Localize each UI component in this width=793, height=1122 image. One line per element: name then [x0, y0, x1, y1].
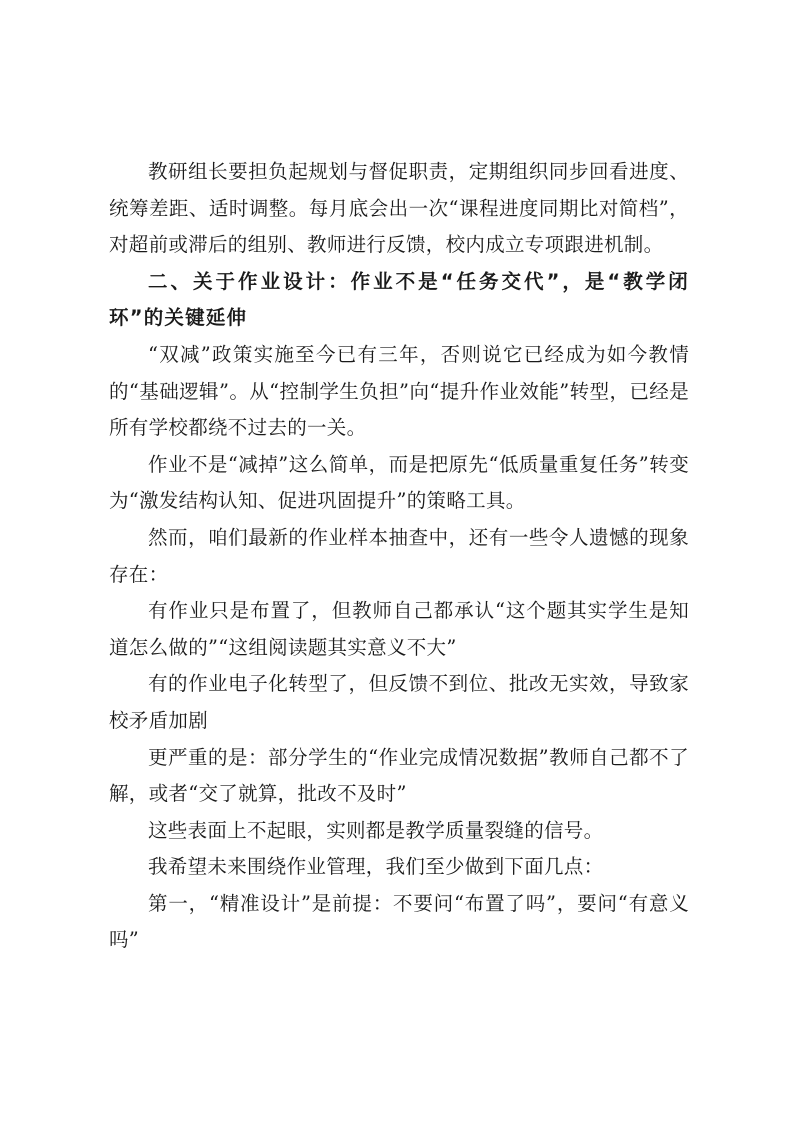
body-paragraph: “双减”政策实施至今已有三年，否则说它已经成为如今教情的“基础逻辑”。从“控制学生负担”向“提升作业效能”转型，已经是所有学校都绕不过去的一关。 — [109, 342, 689, 440]
body-paragraph: 这些表面上不起眼，实则都是教学质量裂缝的信号。 — [148, 818, 604, 842]
body-paragraph: 作业不是“减掉”这么简单，而是把原先“低质量重复任务”转变为“激发结构认知、促进巩固提升”的策略工具。 — [109, 452, 689, 513]
body-paragraph: 有的作业电子化转型了，但反馈不到位、批改无实效，导致家校矛盾加剧 — [109, 672, 689, 732]
body-paragraph: 我希望未来围绕作业管理，我们至少做到下面几点： — [148, 855, 604, 879]
body-paragraph: 更严重的是：部分学生的“作业完成情况数据”教师自己都不了解，或者“交了就算，批改不及时” — [109, 745, 689, 806]
section-heading: 二、关于作业设计：作业不是“任务交代”，是“教学闭环”的关键延伸 — [109, 269, 689, 330]
body-paragraph: 第一，“精准设计”是前提：不要问“布置了吗”，要问“有意义吗” — [109, 891, 689, 952]
body-paragraph: 有作业只是布置了，但教师自己都承认“这个题其实学生是知道怎么做的”“这组阅读题其实意义不大” — [109, 599, 689, 659]
body-paragraph: 教研组长要担负起规划与督促职责，定期组织同步回看进度、统筹差距、适时调整。每月底会出一次“课程进度同期比对简档”，对超前或滞后的组别、教师进行反馈，校内成立专项跟进机制。 — [109, 160, 689, 257]
body-paragraph: 然而，咱们最新的作业样本抽查中，还有一些令人遗憾的现象存在： — [109, 525, 689, 586]
document-page — [109, 154, 689, 959]
